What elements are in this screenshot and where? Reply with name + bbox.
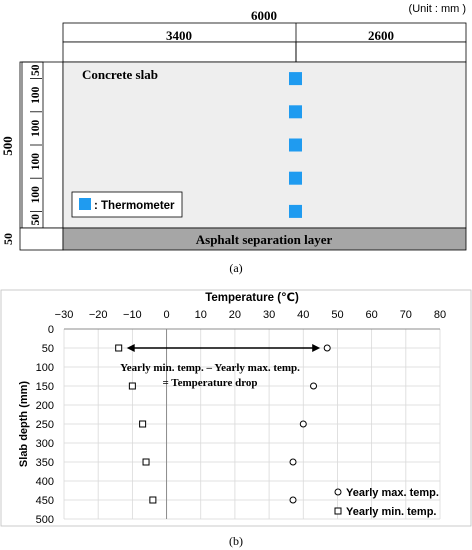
y-tick-label: 150	[35, 381, 54, 393]
y-tick-label: 250	[35, 419, 54, 431]
y-tick-label: 500	[35, 514, 54, 526]
dim-left-box	[63, 42, 296, 62]
x-tick-label: 20	[228, 309, 242, 321]
dim-segment-label: 100	[30, 119, 42, 138]
thermometer-marker	[289, 172, 302, 185]
dim-total-label: 6000	[251, 8, 277, 23]
chart-y-axis-title: Slab depth (mm)	[18, 380, 30, 468]
x-tick-label: 70	[399, 309, 412, 321]
annotation-line-1: Yearly min. temp. – Yearly max. temp.	[120, 362, 300, 374]
chart-x-axis-title: Temperature (℃)	[205, 292, 299, 304]
dim-segment-label: 50	[30, 213, 42, 226]
y-tick-label: 400	[35, 476, 54, 488]
y-tick-label: 200	[35, 400, 54, 412]
max-temp-point	[300, 421, 306, 427]
x-tick-label: −10	[123, 309, 142, 321]
dim-total-box	[63, 23, 466, 42]
min-temp-point	[140, 421, 146, 427]
panel-b-chart	[1, 290, 471, 548]
y-tick-label: 100	[35, 362, 54, 374]
x-tick-label: 0	[163, 309, 170, 321]
x-tick-label: −30	[54, 309, 74, 321]
thermometer-legend-swatch	[79, 198, 91, 210]
legend-marker-circle	[335, 489, 341, 495]
annotation-line-2: = Temperature drop	[162, 377, 258, 389]
max-temp-point	[290, 459, 296, 465]
thermometer-marker	[289, 139, 302, 152]
thermometer-marker	[289, 72, 302, 85]
dim-segment-labels	[30, 64, 42, 225]
dim-height-label: 500	[0, 136, 15, 156]
min-temp-point	[150, 497, 156, 503]
x-tick-label: 50	[331, 309, 344, 321]
x-tick-label: −20	[88, 309, 108, 321]
asphalt-label: Asphalt separation layer	[195, 232, 333, 247]
x-tick-label: 40	[297, 309, 310, 321]
dim-asphalt-label: 50	[1, 233, 15, 245]
slab-label: Concrete slab	[82, 67, 158, 82]
legend-label: Yearly min. temp.	[346, 506, 437, 518]
thermometer-legend-label: : Thermometer	[94, 200, 175, 212]
dim-segment-label: 50	[30, 64, 42, 77]
dim-segment-label: 100	[30, 86, 42, 104]
y-tick-label: 300	[35, 438, 54, 450]
min-temp-point	[129, 383, 135, 389]
legend-label: Yearly max. temp.	[346, 487, 439, 499]
panel-a-cross-section	[0, 3, 466, 275]
unit-label: (Unit : mm )	[408, 3, 466, 15]
max-temp-point	[324, 345, 330, 351]
y-tick-label: 50	[41, 343, 54, 355]
caption-b: (b)	[229, 534, 243, 548]
dim-right-label: 2600	[368, 28, 394, 43]
dim-left-label: 3400	[166, 28, 192, 43]
thermometer-marker	[289, 105, 302, 118]
y-tick-label: 0	[47, 324, 54, 336]
caption-a: (a)	[229, 261, 243, 275]
min-temp-point	[116, 345, 122, 351]
legend-marker-square	[335, 508, 341, 514]
thermometer-marker	[289, 205, 302, 218]
max-temp-point	[311, 383, 317, 389]
dim-segment-label: 100	[30, 186, 42, 204]
dim-right-box	[296, 42, 466, 62]
y-tick-label: 350	[35, 457, 54, 469]
min-temp-point	[143, 459, 149, 465]
x-tick-label: 30	[262, 309, 276, 321]
y-tick-label: 450	[35, 495, 54, 507]
dim-segment-label: 100	[30, 152, 42, 171]
max-temp-point	[290, 497, 296, 503]
x-tick-label: 60	[365, 309, 378, 321]
x-tick-label: 80	[433, 309, 447, 321]
dim-asphalt-box	[20, 228, 63, 250]
x-tick-label: 10	[194, 309, 207, 321]
